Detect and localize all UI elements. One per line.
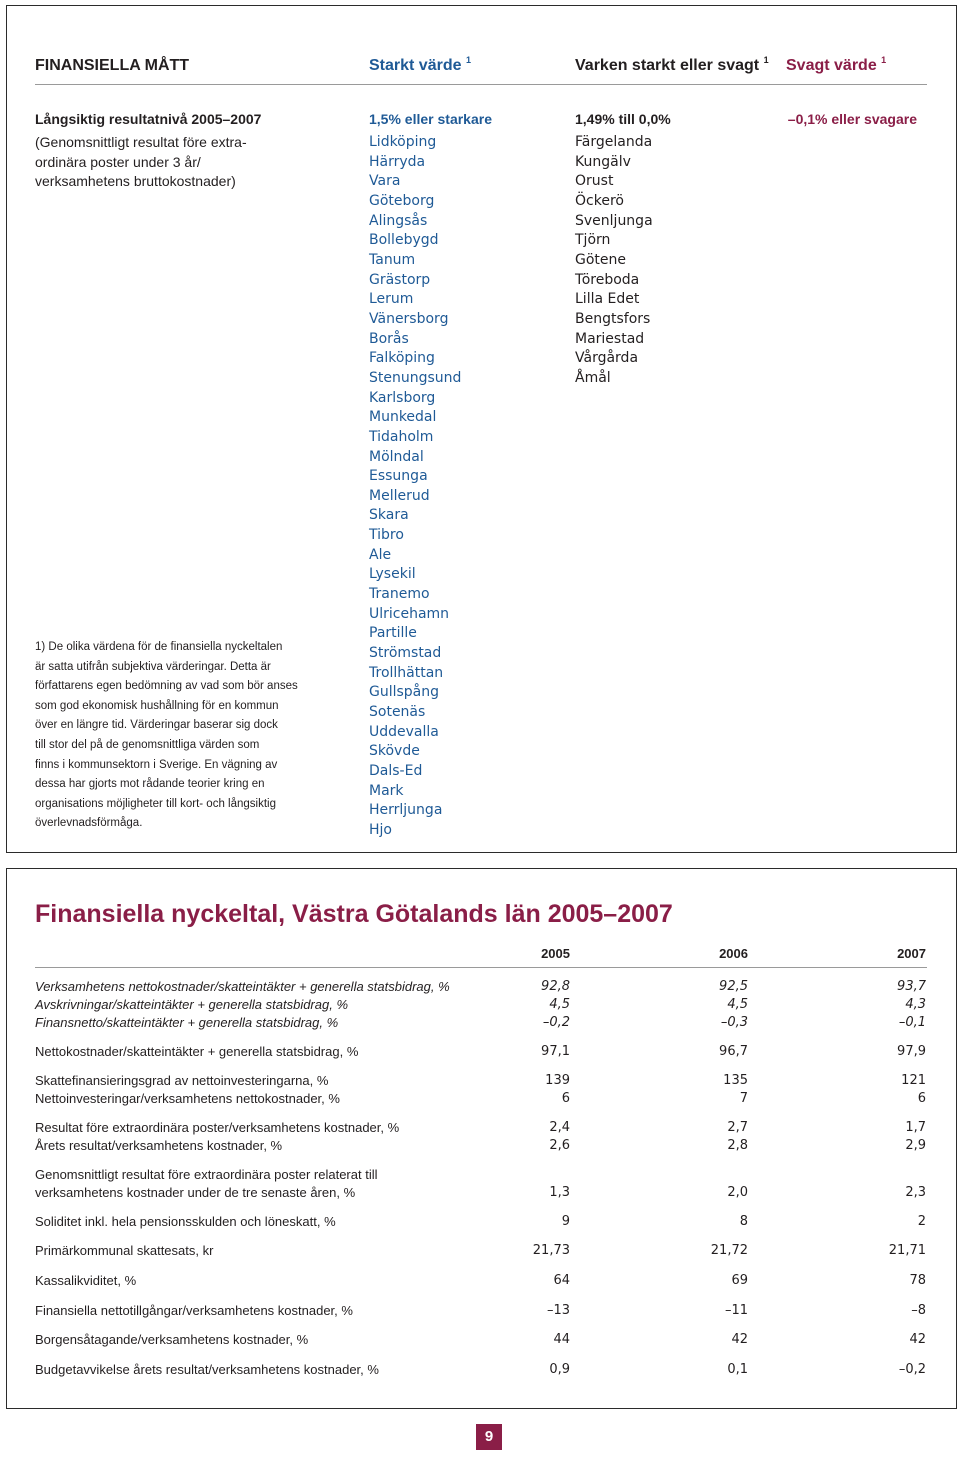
row-value-2006: 8 (739, 1214, 748, 1229)
municipality-item: Skövde (369, 743, 420, 760)
year-header: 2005 (541, 946, 570, 961)
footnote-line: överlevnadsförmåga. (35, 817, 143, 830)
municipality-item: Lilla Edet (575, 291, 640, 308)
municipality-item: Tranemo (369, 586, 430, 603)
municipality-item: Mariestad (575, 330, 645, 347)
row-value-2007: 6 (917, 1091, 926, 1106)
range-strong: 1,5% eller starkare (369, 111, 492, 127)
row-value-2007: –8 (911, 1303, 926, 1318)
table-row (35, 979, 927, 997)
table-row (35, 1044, 927, 1062)
row-value-2006: –0,3 (720, 1015, 748, 1030)
municipality-item: Falköping (369, 350, 435, 367)
table-row (35, 1214, 927, 1232)
footnote-line: till stor del på de genomsnittliga värden som (35, 738, 260, 751)
table-row (35, 1185, 927, 1203)
row-value-2005: 97,1 (541, 1044, 570, 1059)
row-label: Nettokostnader/skatteintäkter + generella statsbidrag, % (35, 1044, 359, 1059)
municipality-item: Herrljunga (369, 802, 443, 819)
row-value-2005: –0,2 (542, 1015, 570, 1030)
footnote (35, 638, 335, 834)
municipality-item: Borås (369, 330, 409, 347)
row-label: Nettoinvesteringar/verksamhetens nettokostnader, % (35, 1091, 340, 1106)
row-label: Budgetavvikelse årets resultat/verksamhetens kostnader, % (35, 1362, 379, 1377)
table-row (35, 1332, 927, 1350)
row-value-2005: 92,8 (541, 979, 570, 994)
municipality-item: Åmål (575, 369, 611, 386)
municipality-item: Tjörn (575, 232, 611, 249)
municipality-item: Töreboda (575, 271, 640, 288)
municipality-item: Dals-Ed (369, 763, 423, 779)
table-row (35, 1167, 927, 1185)
row-value-2005: 6 (561, 1091, 570, 1106)
row-label: Kassalikviditet, % (35, 1273, 137, 1288)
year-header: 2007 (897, 946, 926, 961)
municipality-item: Mölndal (369, 448, 424, 465)
row-value-2005: 44 (553, 1332, 570, 1347)
header-divider (35, 84, 927, 85)
row-value-2007: 97,9 (897, 1044, 926, 1059)
row-value-2005: 4,5 (549, 997, 570, 1012)
municipality-item: Ulricehamn (369, 605, 450, 622)
row-value-2005: 139 (545, 1073, 570, 1088)
footnote-line: finns i kommunsektorn i Sverige. En vägning av (35, 758, 278, 771)
municipality-item: Bengtsfors (575, 310, 651, 327)
municipality-item: Göteborg (369, 192, 435, 209)
municipality-item: Vänersborg (369, 310, 449, 327)
municipality-item: Lidköping (369, 134, 437, 150)
column-header-neither: Varken starkt eller svagt $^1$ (575, 55, 769, 74)
municipality-item: Vårgårda (575, 350, 639, 367)
measure-title: Långsiktig resultatnivå 2005–2007 (35, 111, 262, 127)
municipality-item: Öckerö (575, 192, 624, 209)
footnote-line: författarens egen bedömning av vad som bör anses (35, 680, 298, 693)
municipality-item: Sotenäs (369, 704, 426, 721)
municipality-item: Grästorp (369, 271, 431, 288)
municipality-item: Gullspång (369, 684, 440, 701)
row-label: Årets resultat/verksamhetens kostnader, % (35, 1138, 283, 1153)
municipality-item: Uddevalla (369, 723, 439, 740)
row-value-2006: 2,8 (727, 1138, 748, 1153)
row-label: Borgensåtagande/verksamhetens kostnader, % (35, 1332, 309, 1347)
municipality-item: Munkedal (369, 409, 437, 426)
row-value-2007: 4,3 (905, 997, 926, 1012)
row-label: verksamhetens kostnader under de tre senaste åren, % (35, 1185, 356, 1200)
municipality-item: Essunga (369, 468, 428, 485)
row-value-2007: 2,3 (905, 1185, 926, 1200)
row-label: Skattefinansieringsgrad av nettoinvesteringarna, % (35, 1073, 329, 1088)
table-title: Finansiella nyckeltal, Västra Götalands län 2005–2007 (35, 900, 673, 928)
range-weak: –0,1% eller svagare (787, 111, 917, 127)
row-value-2006: 69 (731, 1273, 748, 1288)
row-label: Avskrivningar/skatteintäkter + generella statsbidrag, % (35, 997, 349, 1012)
table-header-divider (35, 967, 927, 968)
row-value-2007: –0,2 (898, 1362, 926, 1377)
row-value-2005: 2,6 (549, 1138, 570, 1153)
footnote-line: organisations möjligheter till kort- och långsiktig (35, 797, 276, 810)
row-value-2006: 7 (739, 1091, 748, 1106)
row-value-2006: 4,5 (727, 997, 748, 1012)
row-value-2006: 42 (731, 1332, 748, 1347)
municipality-item: Ale (369, 546, 392, 563)
municipality-item: Tibro (369, 527, 404, 544)
row-value-2005: 0,9 (549, 1362, 570, 1377)
description-line: ordinära poster under 3 år/ (35, 153, 201, 170)
row-label: Resultat före extraordinära poster/verksamhetens kostnader, % (35, 1120, 400, 1135)
row-value-2005: 1,3 (549, 1185, 570, 1200)
municipality-item: Skara (369, 507, 409, 524)
table-row (35, 1015, 927, 1033)
table-row (35, 1303, 927, 1321)
table-row (35, 1362, 927, 1380)
row-value-2007: –0,1 (898, 1015, 926, 1030)
municipality-item: Härryda (369, 153, 426, 170)
row-value-2006: 135 (723, 1073, 748, 1088)
municipality-item: Alingsås (369, 212, 428, 229)
description-line: verksamhetens bruttokostnader) (35, 173, 236, 190)
row-value-2006: 0,1 (727, 1362, 748, 1377)
table-row (35, 1073, 927, 1091)
row-value-2006: 96,7 (719, 1044, 748, 1059)
municipality-item: Bollebygd (369, 232, 439, 249)
footnote-line: dessa har gjorts mot rådande teorier kring en (35, 778, 265, 791)
year-header: 2006 (719, 946, 748, 961)
row-value-2007: 1,7 (905, 1120, 926, 1135)
municipality-item: Lerum (369, 291, 414, 308)
table-row (35, 997, 927, 1015)
row-value-2007: 93,7 (897, 979, 926, 994)
table-row (35, 1138, 927, 1156)
municipality-item: Orust (575, 173, 614, 190)
row-label: Finansiella nettotillgångar/verksamhetens kostnader, % (35, 1303, 353, 1318)
municipality-item: Lysekil (369, 566, 416, 583)
row-value-2007: 78 (909, 1273, 926, 1288)
footnote-line: över en längre tid. Värderingar baserar sig dock (35, 719, 278, 732)
page-number: 9 (476, 1424, 502, 1450)
column-header-weak: Svagt värde $^1$ (786, 55, 887, 74)
row-label: Soliditet inkl. hela pensionsskulden och löneskatt, % (35, 1214, 336, 1229)
municipality-item: Färgelanda (575, 134, 653, 150)
municipality-item: Vara (369, 173, 401, 190)
row-value-2005: 2,4 (549, 1120, 570, 1135)
row-value-2006: 21,72 (710, 1243, 748, 1258)
municipality-item: Karlsborg (369, 389, 436, 406)
table-row (35, 1273, 927, 1291)
row-label: Primärkommunal skattesats, kr (35, 1243, 214, 1258)
municipality-item: Partille (369, 625, 417, 642)
row-value-2006: 2,7 (727, 1120, 748, 1135)
table-row (35, 1091, 927, 1109)
row-value-2007: 21,71 (888, 1243, 926, 1258)
table-row (35, 1120, 927, 1138)
municipality-item: Strömstad (369, 645, 442, 662)
range-neither: 1,49% till 0,0% (575, 111, 671, 127)
row-value-2005: 64 (553, 1273, 570, 1288)
municipality-item: Svenljunga (575, 212, 653, 229)
row-value-2006: –11 (724, 1303, 748, 1318)
description-line: (Genomsnittligt resultat före extra- (35, 134, 247, 150)
section-title: FINANSIELLA MÅTT (35, 57, 190, 74)
row-value-2007: 121 (901, 1073, 926, 1088)
row-value-2006: 2,0 (727, 1185, 748, 1200)
row-value-2005: –13 (546, 1303, 570, 1318)
row-label: Genomsnittligt resultat före extraordinära poster relaterat till (35, 1167, 378, 1182)
row-value-2005: 21,73 (532, 1243, 570, 1258)
column-header-strong: Starkt värde $^1$ (369, 55, 471, 74)
municipality-item: Kungälv (575, 153, 631, 170)
row-label: Finansnetto/skatteintäkter + generella statsbidrag, % (35, 1015, 339, 1030)
municipality-item: Stenungsund (369, 369, 462, 386)
row-value-2005: 9 (561, 1214, 570, 1229)
strong-municipality-list (369, 133, 461, 841)
row-value-2007: 2 (917, 1214, 926, 1229)
municipality-item: Götene (575, 251, 627, 268)
municipality-item: Mellerud (369, 487, 430, 504)
municipality-item: Tidaholm (369, 428, 434, 445)
footnote-line: som god ekonomisk hushållning för en kommun (35, 699, 279, 712)
table-row (35, 1243, 927, 1261)
municipality-item: Mark (369, 782, 404, 799)
row-value-2007: 2,9 (905, 1138, 926, 1153)
neither-municipality-list (575, 133, 653, 389)
municipality-item: Hjo (369, 821, 392, 838)
footnote-line: 1) De olika värdena för de finansiella nyckeltalen (35, 641, 283, 653)
municipality-item: Tanum (369, 251, 416, 268)
row-value-2006: 92,5 (719, 979, 748, 994)
measure-description (35, 133, 247, 192)
municipality-item: Trollhättan (369, 664, 444, 681)
row-value-2007: 42 (909, 1332, 926, 1347)
row-label: Verksamhetens nettokostnader/skatteintäkter + generella statsbidrag, % (35, 979, 450, 994)
footnote-line: är satta utifrån subjektiva värderingar. Detta är (35, 660, 271, 673)
